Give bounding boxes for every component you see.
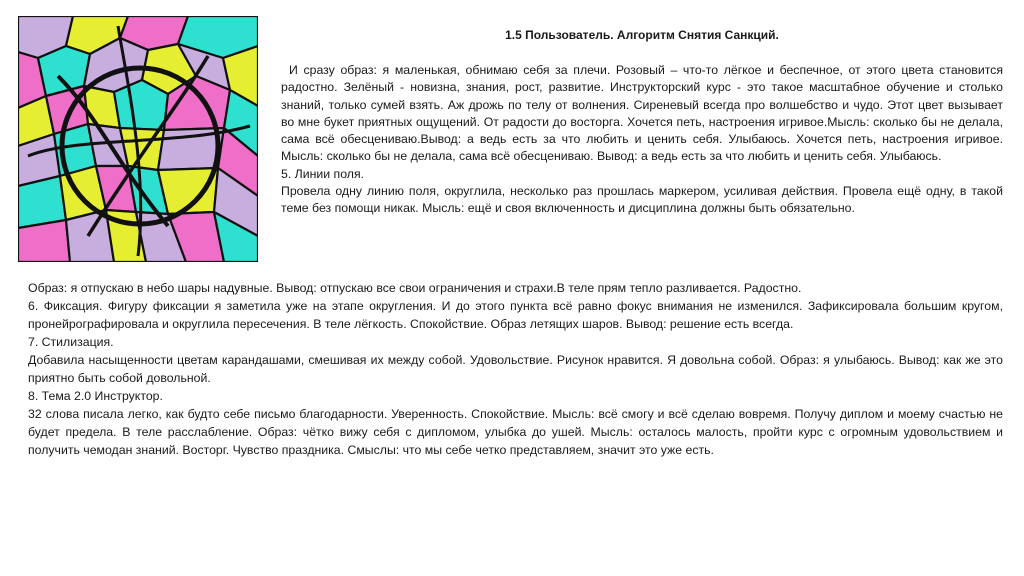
top-text-block bbox=[281, 62, 1003, 218]
slide-title: 1.5 Пользователь. Алгоритм Снятия Санкций. bbox=[505, 28, 779, 42]
heading-field-lines: 5. Линии поля. bbox=[281, 166, 365, 181]
paragraph-fixation: 6. Фиксация. Фигуру фиксации я заметила уже на этапе округления. И до этого пункта всё равно фокус внимания не изменился. Зафиксировала большим кругом, пронейрографировала и округлила пересечения. В теле лёгкость. Спокойствие. Образ летящих шаров. Вывод: решение есть всегда. bbox=[28, 299, 1003, 331]
bottom-text-block bbox=[28, 279, 1003, 459]
neurographic-drawing-image bbox=[18, 16, 258, 262]
paragraph-colors: И сразу образ: я маленькая, обнимаю себя за плечи. Розовый – что-то лёгкое и беспечное, от этого цвета становится радостно. Зелёный - новизна, знания, рост, развитие. Инструкторский курс - это такое масштабное обучение и столько знаний, только сумей взять. Аж дрожь по телу от волнения. Сиреневый всегда про волшебство и чудо. Этот цвет вызывает во мне букет приятных ощущений. От радости до восторга. Хочется петь, настроения игривое.Мысль: сколько бы не делала, сама всё обесцениваю.Вывод: а ведь есть за что любить и ценить себя. Улыбаюсь. Хочется петь, настроения игривое. Мысль: сколько бы не делала, сама всё обесцениваю. Вывод: а ведь есть за что любить и ценить себя. Улыбаюсь. bbox=[281, 63, 1003, 164]
paragraph-field-lines: Провела одну линию поля, округлила, несколько раз прошлась маркером, усиливая действия. Провела ещё одну, в такой теме без помощи никак. Мысль: ещё и своя включенность и дисциплина должны быть обязательно. bbox=[281, 184, 1003, 216]
heading-stylization: 7. Стилизация. bbox=[28, 335, 114, 349]
paragraph-stylization: Добавила насыщенности цветам карандашами, смешивая их между собой. Удовольствие. Рисунок нравится. Я довольна собой. Образ: я улыбаюсь. Вывод: как же это приятно быть собой довольной. bbox=[28, 353, 1003, 385]
paragraph-balloons: Образ: я отпускаю в небо шары надувные. Вывод: отпускаю все свои ограничения и страхи.В теле прям тепло разливается. Радостно. bbox=[28, 281, 802, 295]
neurographic-drawing-icon bbox=[18, 16, 258, 262]
paragraph-theme-instructor: 32 слова писала легко, как будто себе письмо благодарности. Уверенность. Спокойствие. Мысль: всё смогу и всё сделаю вовремя. Получу диплом и моему счастью не будет предела. В теле расслабление. Образ: чётко вижу себя с дипломом, улыбка до ушей. Мысль: осталось малость, пройти курс с огромным удовольствием и получить чемодан знаний. Восторг. Чувство праздника. Смыслы: что мы себе четко представляем, значит это уже есть. bbox=[28, 407, 1003, 457]
heading-theme-instructor: 8. Тема 2.0 Инструктор. bbox=[28, 389, 163, 403]
